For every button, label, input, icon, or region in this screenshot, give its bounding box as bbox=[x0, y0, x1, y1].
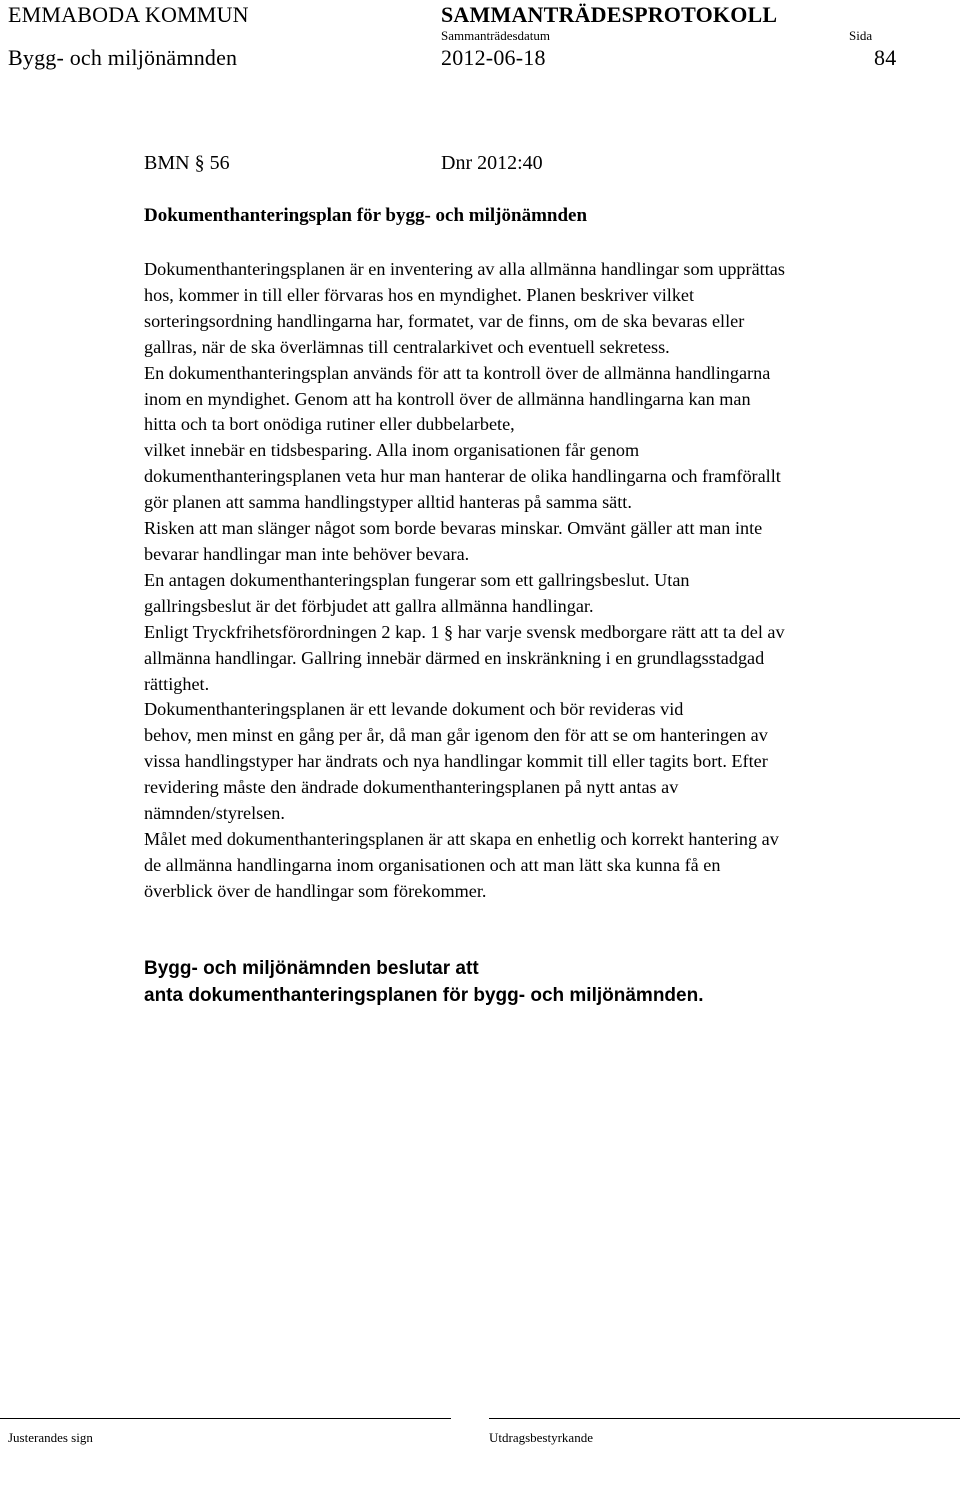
body-line: gör planen att samma handlingstyper alltid hanteras på samma sätt. bbox=[144, 492, 632, 513]
case-dnr: Dnr 2012:40 bbox=[441, 152, 543, 174]
header-date: 2012-06-18 bbox=[441, 45, 546, 70]
header-page-label: Sida bbox=[849, 28, 873, 43]
decision-line-2: anta dokumenthanteringsplanen för bygg- och miljönämnden. bbox=[144, 985, 704, 1006]
body-line: Dokumenthanteringsplanen är en inventering av alla allmänna handlingar som upprättas bbox=[144, 259, 785, 279]
body-line: hos, kommer in till eller förvaras hos en myndighet. Planen beskriver vilket bbox=[144, 284, 695, 305]
body-line: inom en myndighet. Genom att ha kontroll över de allmänna handlingarna kan man bbox=[144, 388, 751, 409]
body-line: Risken att man slänger något som borde bevaras minskar. Omvänt gäller att man inte bbox=[144, 518, 763, 539]
header-date-label: Sammanträdesdatum bbox=[441, 28, 551, 43]
body-line: vissa handlingstyper har ändrats och nya handlingar kommit till eller tagits bort. Efter bbox=[144, 751, 768, 772]
body-line: nämnden/styrelsen. bbox=[144, 803, 285, 824]
body-line: rättighet. bbox=[144, 673, 210, 694]
case-heading: Dokumenthanteringsplan för bygg- och miljönämnden bbox=[144, 205, 588, 226]
case-number: BMN § 56 bbox=[144, 152, 230, 174]
footer-divider-right bbox=[489, 1418, 960, 1419]
body-line: En antagen dokumenthanteringsplan fungerar som ett gallringsbeslut. Utan bbox=[144, 569, 690, 590]
body-line: revidering måste den ändrade dokumenthanteringsplanen på nytt antas av bbox=[144, 777, 679, 798]
body-line: dokumenthanteringsplanen veta hur man hanterar de olika handlingarna och framförallt bbox=[144, 466, 781, 487]
body-line: bevarar handlingar man inte behöver bevara. bbox=[144, 543, 470, 564]
header-org: EMMABODA KOMMUN bbox=[8, 2, 249, 27]
footer-certification-label: Utdragsbestyrkande bbox=[489, 1430, 593, 1445]
body-line: Enligt Tryckfrihetsförordningen 2 kap. 1 § har varje svensk medborgare rätt att ta del av bbox=[144, 621, 785, 642]
body-line: sorteringsordning handlingarna har, formatet, var de finns, om de ska bevaras eller bbox=[144, 310, 745, 331]
header-doc-type: SAMMANTRÄDESPROTOKOLL bbox=[441, 2, 778, 27]
body-line: Målet med dokumenthanteringsplanen är att skapa en enhetlig och korrekt hantering av bbox=[144, 828, 779, 849]
body-line: gallringsbeslut är det förbjudet att gallra allmänna handlingar. bbox=[144, 595, 594, 616]
header-committee: Bygg- och miljönämnden bbox=[8, 45, 238, 70]
body-line: behov, men minst en gång per år, då man går igenom den för att se om hanteringen av bbox=[144, 725, 768, 746]
body-line: vilket innebär en tidsbesparing. Alla inom organisationen får genom bbox=[144, 440, 640, 461]
body-line: överblick över de handlingar som förekommer. bbox=[144, 880, 487, 901]
body-line: gallras, när de ska överlämnas till centralarkivet och eventuell sekretess. bbox=[144, 336, 670, 357]
footer-signature-label: Justerandes sign bbox=[8, 1430, 93, 1445]
header-page-number: 84 bbox=[874, 45, 897, 70]
footer-divider-left bbox=[0, 1418, 451, 1419]
body-line: hitta och ta bort onödiga rutiner eller dubbelarbete, bbox=[144, 414, 515, 435]
body-line: allmänna handlingar. Gallring innebär därmed en inskränkning i en grundlagsstadgad bbox=[144, 647, 765, 668]
decision-line-1: Bygg- och miljönämnden beslutar att bbox=[144, 958, 479, 979]
body-line: de allmänna handlingarna inom organisationen och att man lätt ska kunna få en bbox=[144, 854, 721, 875]
body-line: En dokumenthanteringsplan används för att ta kontroll över de allmänna handlingarna bbox=[144, 362, 771, 383]
body-line: Dokumenthanteringsplanen är ett levande dokument och bör revideras vid bbox=[144, 699, 684, 720]
body-text bbox=[144, 257, 934, 905]
